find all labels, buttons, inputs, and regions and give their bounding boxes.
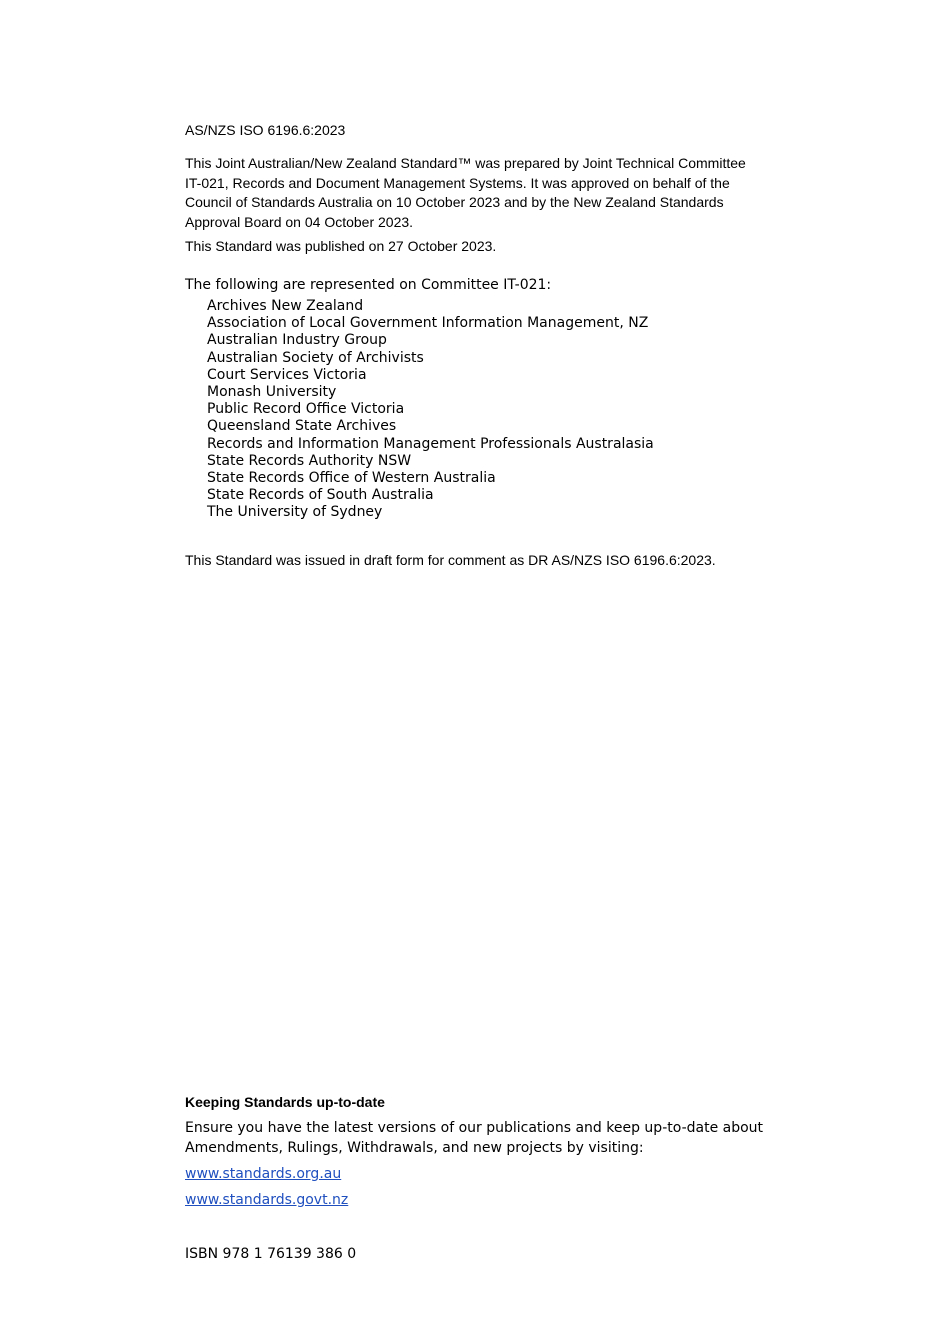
committee-member: Australian Society of Archivists (207, 349, 424, 366)
committee-member: State Records of South Australia (207, 487, 434, 504)
committee-member: The University of Sydney (207, 504, 383, 521)
draft-note: This Standard was issued in draft form for comment as DR AS/NZS ISO 6196.6:2023. (185, 552, 716, 568)
committee-member: Archives New Zealand (207, 298, 364, 314)
committee-member: Monash University (207, 384, 337, 401)
isbn: ISBN 978 1 76139 386 0 (185, 1246, 357, 1262)
committee-member-list (207, 298, 787, 522)
publication-note: This Standard was published on 27 October 2023. (185, 238, 497, 254)
committee-intro: The following are represented on Committee IT-021: (185, 277, 552, 293)
standards-australia-link[interactable]: www.standards.org.au (185, 1166, 342, 1182)
keeping-up-to-date-paragraph: Ensure you have the latest versions of our publications and keep up-to-date about Amendments, Rulings, Withdrawals, and new projects by visiting: (185, 1120, 764, 1156)
committee-member: Records and Information Management Professionals Australasia (207, 435, 654, 452)
document-designation: AS/NZS ISO 6196.6:2023 (185, 122, 346, 138)
link-row-nz (185, 1189, 765, 1210)
committee-member: Queensland State Archives (207, 418, 397, 435)
committee-member: Public Record Office Victoria (207, 401, 405, 418)
link-row-au (185, 1163, 765, 1184)
preparation-paragraph: This Joint Australian/New Zealand Standard™ was prepared by Joint Technical Committee IT-021, Records and Document Management Systems. It was approved on behalf of the Council of Standards Australia on 10 October 2023 and by the New Zealand Standards Approval Board on 04 October 2023. (185, 155, 746, 230)
committee-member: State Records Authority NSW (207, 452, 412, 469)
committee-member: Australian Industry Group (207, 332, 387, 349)
standards-new-zealand-link[interactable]: www.standards.govt.nz (185, 1192, 349, 1208)
committee-member: State Records Office of Western Australia (207, 470, 496, 487)
keeping-up-to-date-heading: Keeping Standards up-to-date (185, 1094, 385, 1110)
committee-member: Association of Local Government Information Management, NZ (207, 315, 649, 332)
committee-member: Court Services Victoria (207, 366, 367, 383)
